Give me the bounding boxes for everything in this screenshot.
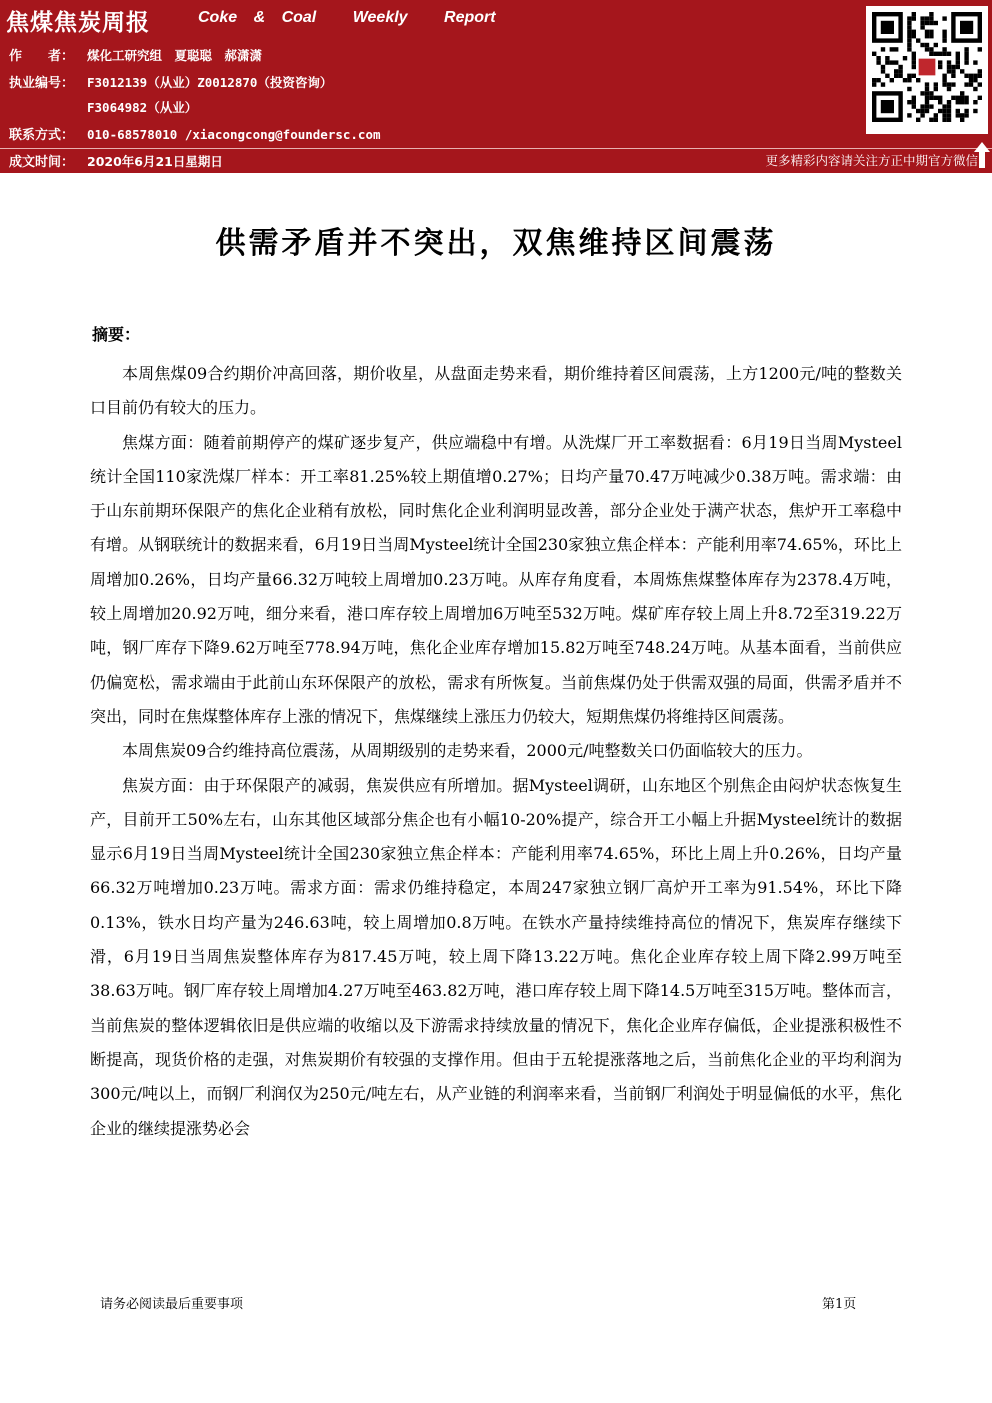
license-value-2: F3064982（从业）	[87, 100, 198, 115]
paragraph: 本周焦煤09合约期价冲高回落，期价收星，从盘面走势来看，期价维持着区间震荡，上方1200元/吨的整数关口目前仍有较大的压力。	[90, 364, 902, 418]
brand-en-word: Coke & Coal	[198, 9, 317, 26]
qr-code-icon	[872, 12, 982, 128]
brand-title-cn: 焦煤焦炭周报	[6, 10, 150, 36]
arrow-up-icon	[973, 140, 991, 170]
brand-en-word: Weekly	[352, 9, 408, 26]
license-label: 执业编号：	[9, 76, 75, 91]
date-label: 成文时间：	[9, 155, 75, 170]
contact-row	[9, 124, 381, 143]
author-row	[9, 45, 262, 64]
license-value-1: F3012139（从业）Z0012870（投资咨询）	[87, 75, 333, 90]
author-value: 煤化工研究组 夏聪聪 郝潇潇	[87, 48, 263, 63]
summary-content	[90, 357, 902, 1146]
paragraph: 本周焦炭09合约维持高位震荡，从周期级别的走势来看，2000元/吨整数关口仍面临较大的压力。	[122, 741, 813, 761]
qr-code	[866, 6, 988, 134]
date-row	[9, 151, 223, 170]
brand-title-en	[198, 9, 516, 27]
contact-label: 联系方式：	[9, 128, 75, 143]
page-title: 供需矛盾并不突出，双焦维持区间震荡	[215, 226, 777, 261]
footer-disclaimer: 请务必阅读最后重要事项	[100, 1297, 244, 1312]
date-value: 2020年6月21日星期日	[87, 154, 223, 169]
wechat-promo: 更多精彩内容请关注方正中期官方微信	[765, 153, 978, 168]
paragraph: 焦炭方面：由于环保限产的减弱，焦炭供应有所增加。据Mysteel调研，山东地区个别焦企由闷炉状态恢复生产，目前开工50%左右，山东其他区域部分焦企也有小幅10-20%提产，综合开工小幅上升据Mysteel统计的数据显示6月19日当周Mysteel统计全国230家独立焦企样本：产能利用率74.65%，环比上周上升0.26%，日均产量66.32万吨增加0.23万吨。需求方面：需求仍维持稳定，本周247家独立钢厂高炉开工率为91.54%，环比下降0.13%，铁水日均产量为246.63吨，较上周增加0.8万吨。在铁水产量持续维持高位的情况下，焦炭库存继续下滑，6月19日当周焦炭整体库存为817.45万吨，较上周下降13.22万吨。焦化企业库存较上周下降2.99万吨至38.63万吨。钢厂库存较上周增加4.27万吨至463.82万吨，港口库存较上周下降14.5万吨至315万吨。整体而言，当前焦炭的整体逻辑依旧是供应端的收缩以及下游需求持续放量的情况下，焦化企业库存偏低，企业提涨积极性不断提高，现货价格的走强，对焦炭期价有较强的支撑作用。但由于五轮提涨落地之后，当前焦化企业的平均利润为300元/吨以上，而钢厂利润仅为250元/吨左右，从产业链的利润率来看，当前钢厂利润处于明显偏低的水平，焦化企业的继续提涨势必会	[90, 775, 902, 1138]
summary-label: 摘要：	[92, 325, 141, 344]
license-row	[9, 72, 332, 91]
author-label: 作 者：	[9, 49, 75, 64]
license-row-2	[9, 98, 197, 116]
brand-en-word: Report	[444, 9, 496, 26]
header-divider	[0, 148, 992, 149]
page-number: 第1页	[822, 1297, 857, 1312]
header-banner	[0, 0, 992, 173]
contact-value[interactable]: 010-68578010 /xiacongcong@foundersc.com	[87, 127, 381, 142]
paragraph: 焦煤方面：随着前期停产的煤矿逐步复产，供应端稳中有增。从洗煤厂开工率数据看：6月19日当周Mysteel统计全国110家洗煤厂样本：开工率81.25%较上期值增0.27%；日均产量70.47万吨减少0.38万吨。需求端：由于山东前期环保限产的焦化企业稍有放松，同时焦化企业利润明显改善，部分企业处于满产状态，焦炉开工率稳中有增。从钢联统计的数据来看，6月19日当周Mysteel统计全国230家独立焦企样本：产能利用率74.65%，环比上周增加0.26%，日均产量66.32万吨较上周增加0.23万吨。从库存角度看，本周炼焦煤整体库存为2378.4万吨，较上周增加20.92万吨，细分来看，港口库存较上周增加6万吨至532万吨。煤矿库存较上周上升8.72至319.22万吨，钢厂库存下降9.62万吨至778.94万吨，焦化企业库存增加15.82万吨至748.24万吨。从基本面看，当前供应仍偏宽松，需求端由于此前山东环保限产的放松，需求有所恢复。当前焦煤仍处于供需双强的局面，供需矛盾并不突出，同时在焦煤整体库存上涨的情况下，焦煤继续上涨压力仍较大，短期焦煤仍将维持区间震荡。	[90, 432, 902, 726]
